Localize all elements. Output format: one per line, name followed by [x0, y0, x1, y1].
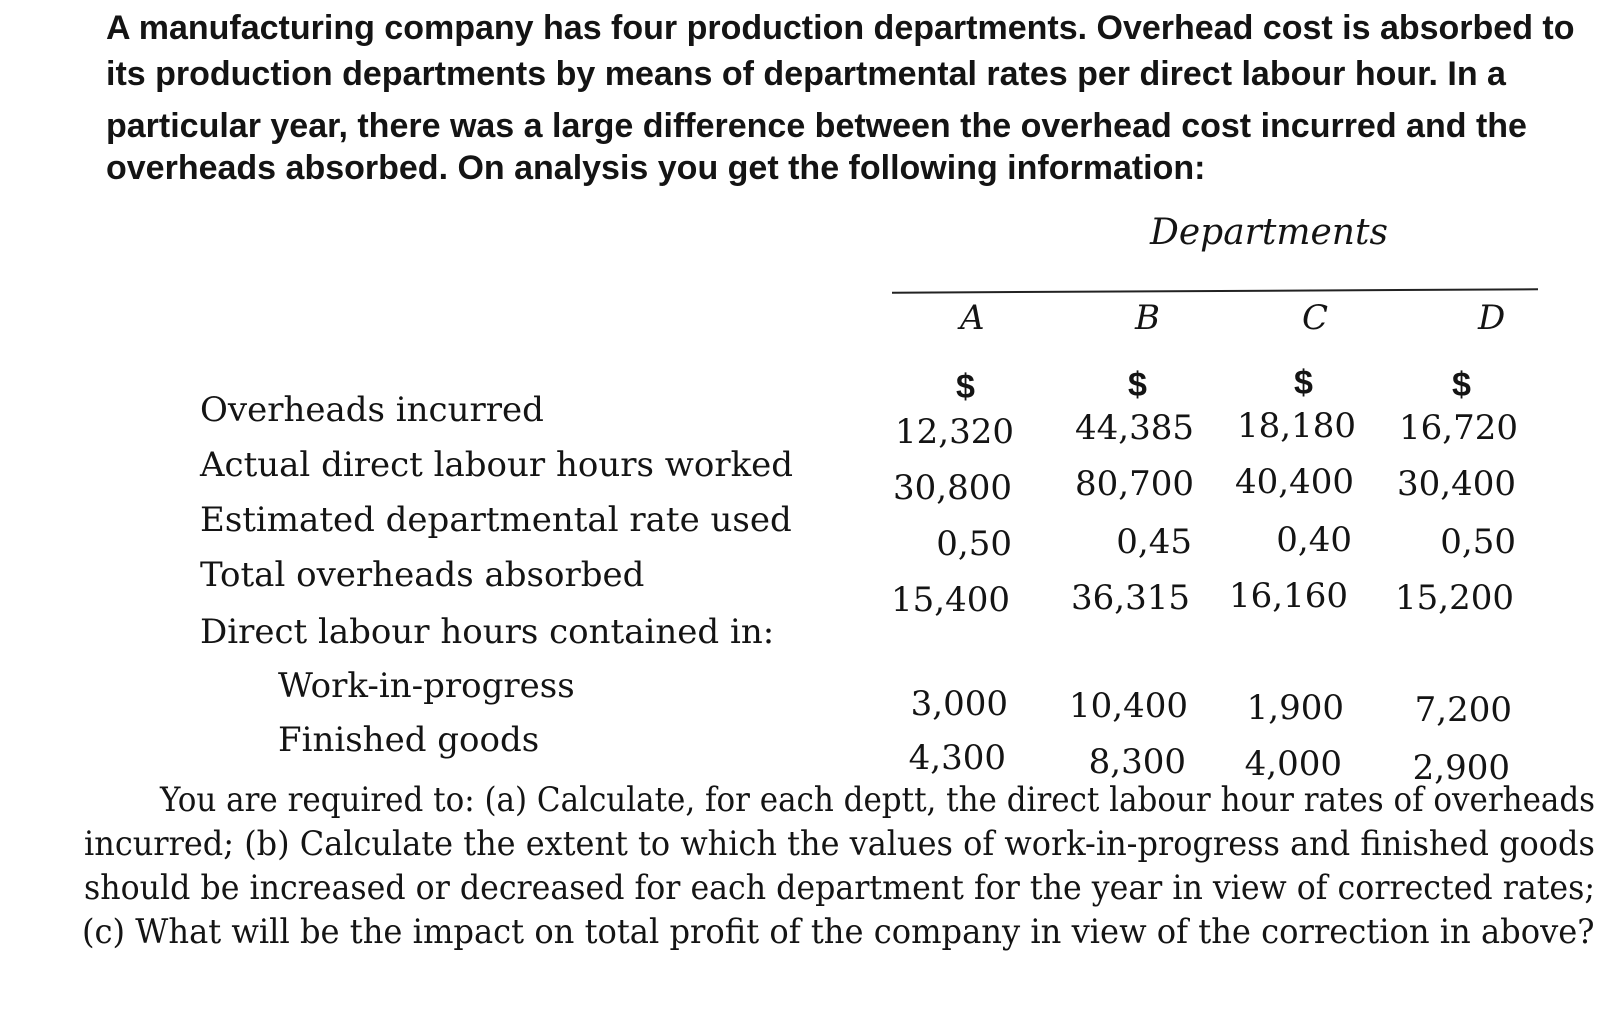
- cell-finished-d: 2,900: [1412, 748, 1510, 788]
- requirement-line-2: incurred; (b) Calculate the extent to which the values of work-in-progress and finished goods: [84, 824, 1595, 864]
- cell-wip-d: 7,200: [1414, 690, 1512, 730]
- currency-d: $: [1452, 366, 1471, 404]
- label-overheads-absorbed: Total overheads absorbed: [200, 555, 645, 595]
- requirement-line-4: (c) What will be the impact on total profit of the company in view of the correction in above?: [82, 912, 1595, 952]
- currency-b: $: [1128, 366, 1147, 404]
- label-overheads-incurred: Overheads incurred: [200, 390, 544, 430]
- cell-rate-a: 0,50: [936, 524, 1012, 564]
- cell-rate-c: 0,40: [1276, 520, 1352, 560]
- intro-line-2: its production departments by means of departmental rates per direct labour hour. In a: [106, 55, 1506, 93]
- requirement-line-1: You are required to: (a) Calculate, for each deptt, the direct labour hour rates of overheads: [160, 780, 1596, 820]
- intro-line-4: overheads absorbed. On analysis you get the following information:: [106, 149, 1206, 187]
- currency-c: $: [1294, 364, 1313, 402]
- dept-a-header: A: [960, 298, 985, 338]
- currency-a: $: [956, 368, 975, 406]
- cell-wip-c: 1,900: [1246, 688, 1344, 728]
- cell-wip-a: 3,000: [910, 684, 1008, 724]
- departments-heading: Departments: [1150, 212, 1388, 253]
- cell-finished-c: 4,000: [1244, 744, 1342, 784]
- dept-b-header: B: [1135, 298, 1160, 338]
- cell-overheads-incurred-b: 44,385: [1075, 408, 1194, 448]
- cell-overheads-incurred-d: 16,720: [1399, 408, 1518, 448]
- requirement-line-3: should be increased or decreased for each department for the year in view of corrected rates;: [84, 868, 1596, 908]
- cell-rate-d: 0,50: [1440, 522, 1516, 562]
- intro-line-3: particular year, there was a large difference between the overhead cost incurred and the: [106, 107, 1527, 145]
- label-dlh-contained: Direct labour hours contained in:: [200, 612, 775, 652]
- cell-actual-hours-d: 30,400: [1397, 464, 1516, 504]
- cell-actual-hours-b: 80,700: [1075, 464, 1194, 504]
- intro-line-1: A manufacturing company has four production departments. Overhead cost is absorbed to: [106, 9, 1575, 47]
- label-actual-hours: Actual direct labour hours worked: [200, 445, 794, 485]
- cell-finished-a: 4,300: [908, 738, 1006, 778]
- cell-actual-hours-c: 40,400: [1235, 462, 1354, 502]
- cell-absorbed-d: 15,200: [1395, 578, 1514, 618]
- cell-finished-b: 8,300: [1088, 742, 1186, 782]
- heading-rule: [892, 288, 1538, 293]
- cell-rate-b: 0,45: [1116, 522, 1192, 562]
- dept-c-header: C: [1302, 298, 1329, 338]
- cell-absorbed-c: 16,160: [1229, 576, 1348, 616]
- dept-d-header: D: [1478, 298, 1506, 338]
- cell-absorbed-b: 36,315: [1071, 578, 1190, 618]
- cell-actual-hours-a: 30,800: [893, 468, 1012, 508]
- label-rate-used: Estimated departmental rate used: [200, 500, 792, 540]
- cell-overheads-incurred-a: 12,320: [895, 412, 1014, 452]
- label-finished-goods: Finished goods: [278, 720, 540, 760]
- cell-wip-b: 10,400: [1069, 686, 1188, 726]
- cell-absorbed-a: 15,400: [891, 580, 1010, 620]
- cell-overheads-incurred-c: 18,180: [1237, 406, 1356, 446]
- label-wip: Work-in-progress: [278, 666, 575, 706]
